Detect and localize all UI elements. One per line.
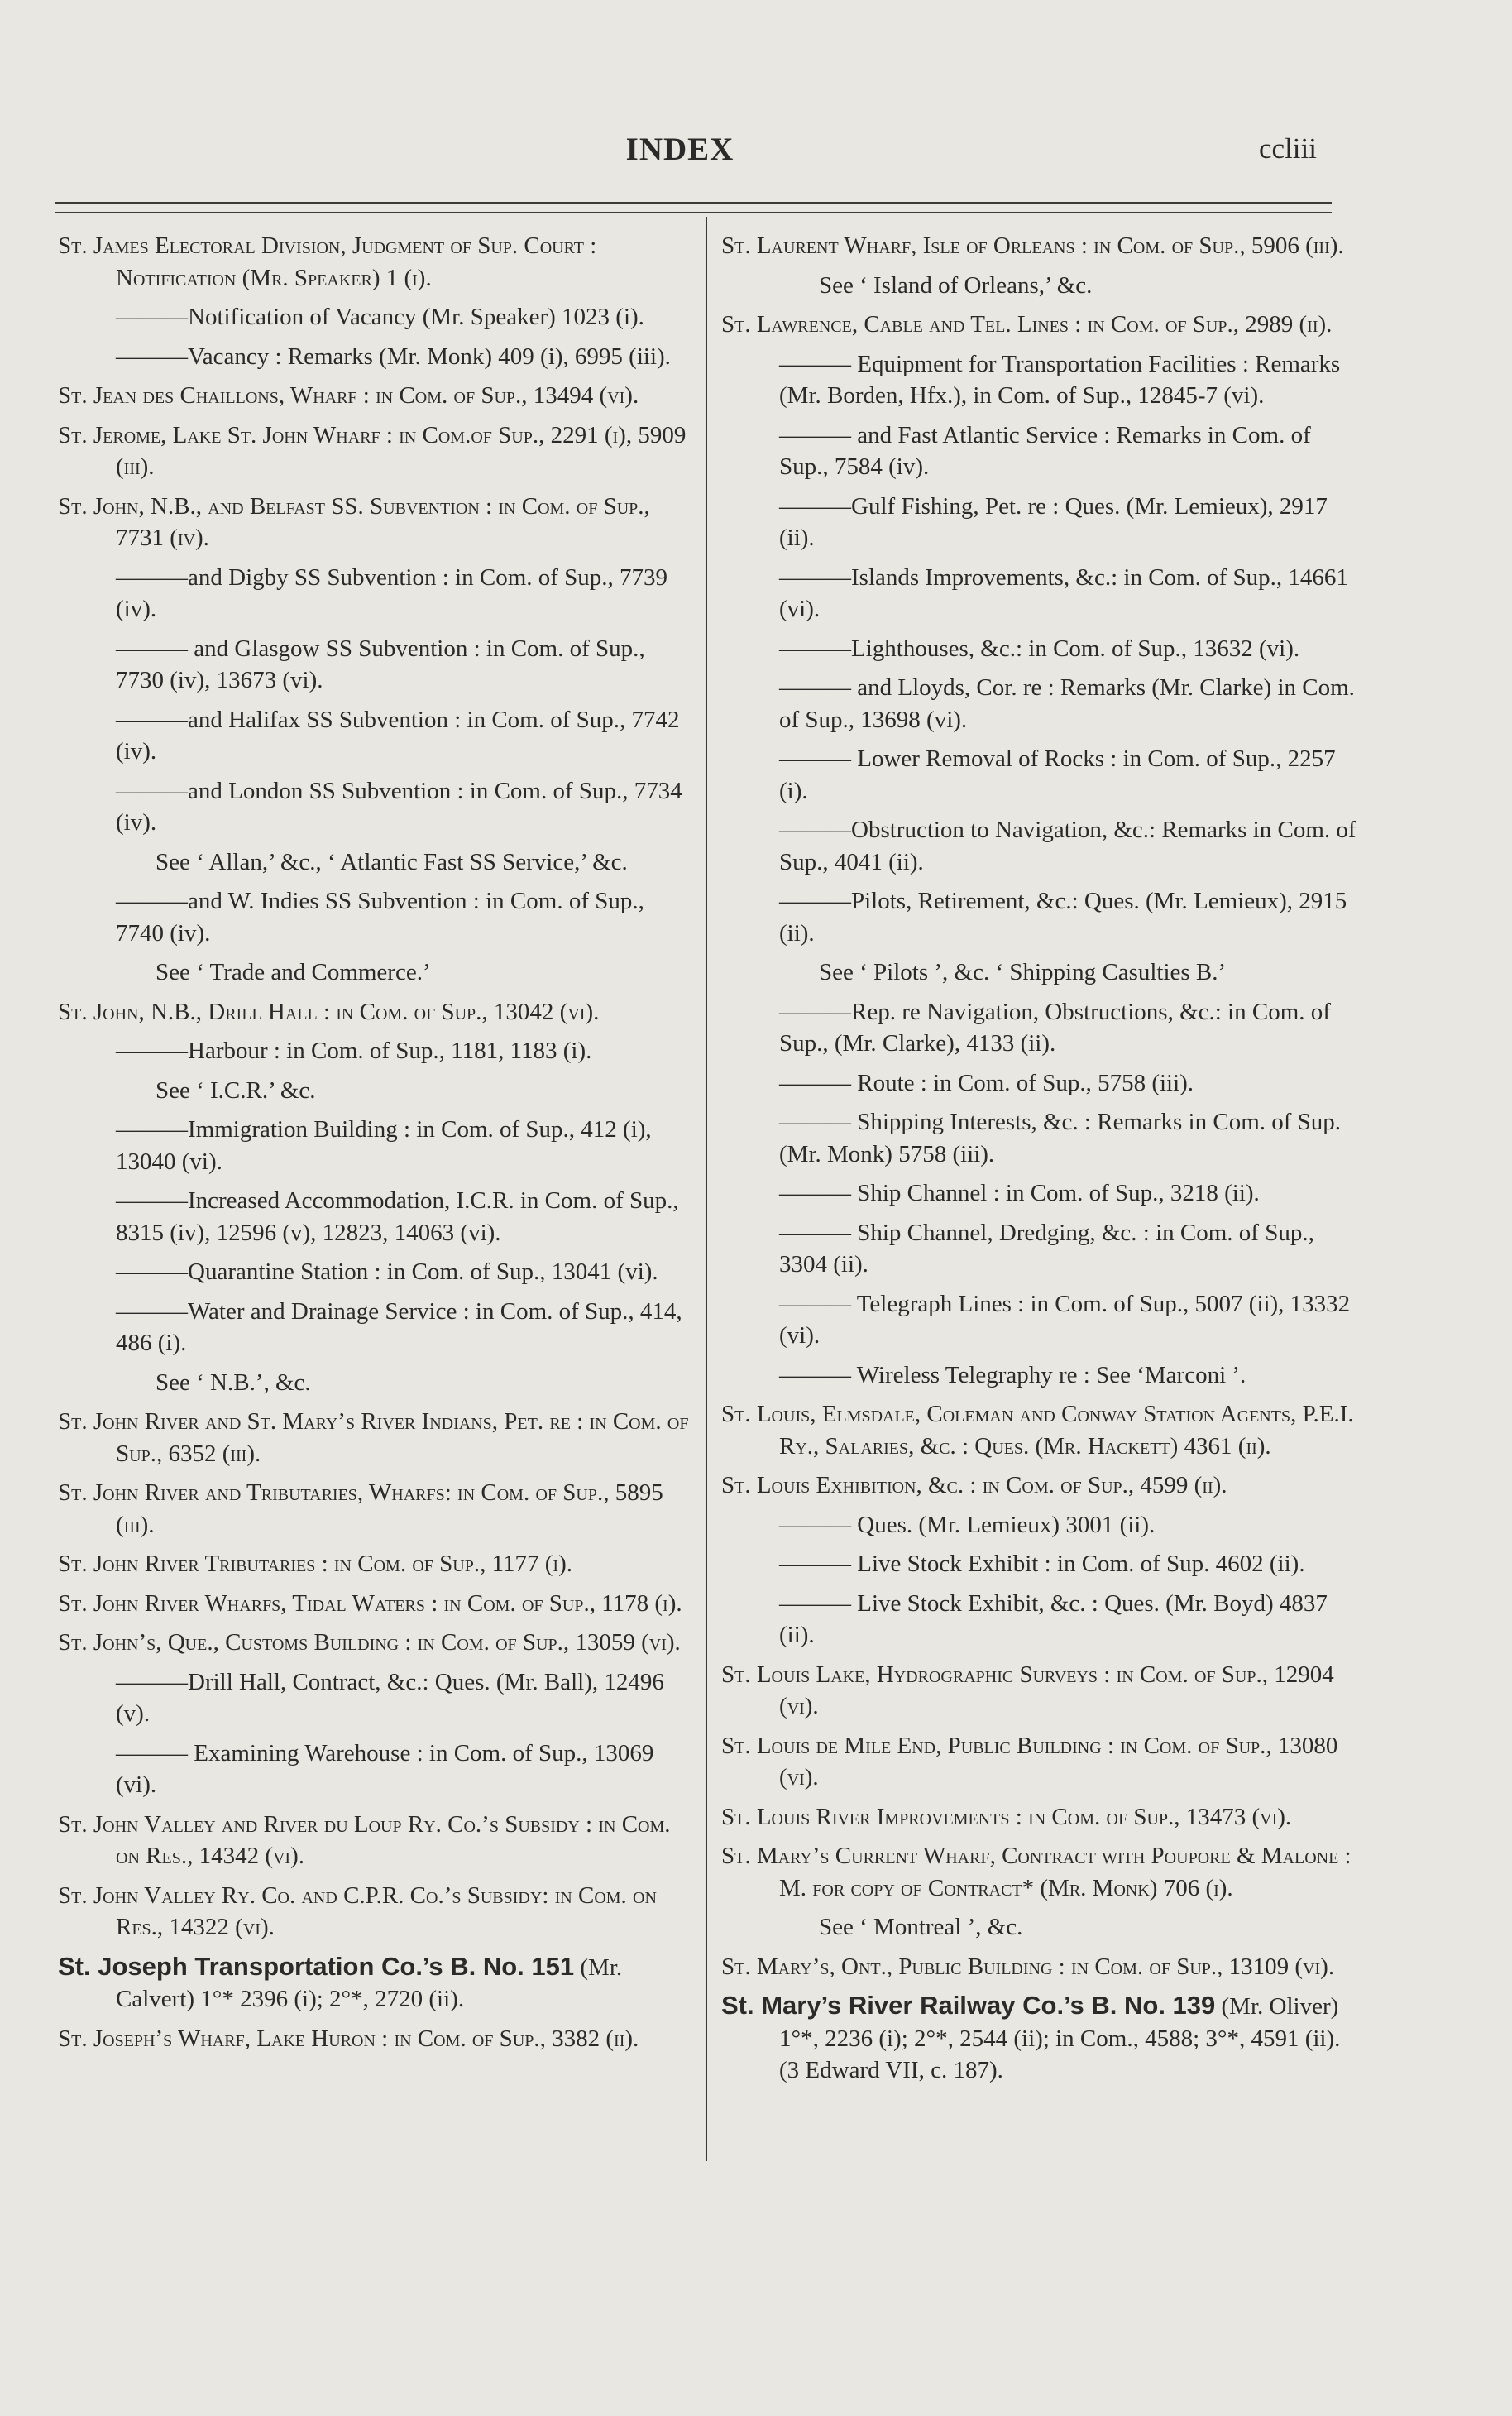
index-subentry: ———Quarantine Station : in Com. of Sup., 13041 (vi). [116, 1258, 658, 1285]
index-subentry: ———Rep. re Navigation, Obstructions, &c.: in Com. of Sup., (Mr. Clarke), 4133 (ii). [779, 998, 1331, 1057]
see-also-reference: See ‘ Allan,’ &c., ‘ Atlantic Fast SS Service,’ &c. [156, 848, 628, 875]
page-number: ccliii [1259, 132, 1317, 165]
index-entry: St. John, N.B., and Belfast SS. Subvention : in Com. of Sup., 7731 (iv). [58, 492, 650, 551]
index-subentry: ——— Ship Channel, Dredging, &c. : in Com. of Sup., 3304 (ii). [779, 1219, 1314, 1278]
index-subentry: ——— and Glasgow SS Subvention : in Com. of Sup., 7730 (iv), 13673 (vi). [116, 635, 645, 693]
index-subentry: ———Vacancy : Remarks (Mr. Monk) 409 (i), 6995 (iii). [116, 343, 671, 370]
index-entry: St. John River Tributaries : in Com. of Sup., 1177 (i). [58, 1551, 572, 1577]
index-subentry: ———Pilots, Retirement, &c.: Ques. (Mr. Lemieux), 2915 (ii). [779, 888, 1347, 947]
index-entry: St. John River Wharfs, Tidal Waters : in Com. of Sup., 1178 (i). [58, 1589, 682, 1617]
index-subentry: ———Lighthouses, &c.: in Com. of Sup., 13632 (vi). [779, 635, 1300, 662]
index-subentry: ——— Ques. (Mr. Lemieux) 3001 (ii). [779, 1511, 1156, 1538]
index-subentry: ——— Lower Removal of Rocks : in Com. of Sup., 2257 (i). [779, 745, 1336, 804]
bill-title: St. Joseph Transportation Co.’s B. No. 151 [58, 1951, 575, 1981]
bill-title: St. Mary’s River Railway Co.’s B. No. 139 [721, 1991, 1216, 2020]
index-entry: St. Louis Exhibition, &c. : in Com. of Sup., 4599 (ii). [721, 1472, 1227, 1498]
index-entry: St. Louis, Elmsdale, Coleman and Conway Station Agents, P.E.I. Ry., Salaries, &c. : Ques. (Mr. Hackett) 4361 (ii). [721, 1401, 1354, 1460]
index-entry: St. John Valley and River du Loup Ry. Co.’s Subsidy : in Com. on Res., 14342 (vi). [58, 1810, 671, 1869]
index-entry: St. Mary’s, Ont., Public Building : in Com. of Sup., 13109 (vi). [721, 1953, 1335, 1980]
index-subentry: ———Drill Hall, Contract, &c.: Ques. (Mr. Ball), 12496 (v). [116, 1668, 664, 1727]
index-entry: St. John River and St. Mary’s River Indians, Pet. re : in Com. of Sup., 6352 (iii). [58, 1408, 689, 1467]
index-subentry: ——— Shipping Interests, &c. : Remarks in Com. of Sup. (Mr. Monk) 5758 (iii). [779, 1109, 1342, 1167]
right-column [721, 230, 1358, 2094]
index-subentry: ——— and Fast Atlantic Service : Remarks in Com. of Sup., 7584 (iv). [779, 421, 1311, 480]
index-subentry: ———Obstruction to Navigation, &c.: Remarks in Com. of Sup., 4041 (ii). [779, 817, 1356, 875]
see-also-reference: See ‘ Montreal ’, &c. [819, 1914, 1023, 1940]
index-entry: St. John Valley Ry. Co. and C.P.R. Co.’s Subsidy: in Com. on Res., 14322 (vi). [58, 1882, 657, 1940]
page-title: INDEX [625, 132, 734, 167]
index-entry: St. John River and Tributaries, Wharfs: in Com. of Sup., 5895 (iii). [58, 1479, 663, 1538]
index-entry: St. Jerome, Lake St. John Wharf : in Com.of Sup., 2291 (i), 5909 (iii). [58, 421, 687, 480]
index-subentry: ———and London SS Subvention : in Com. of Sup., 7734 (iv). [116, 777, 682, 836]
index-subentry: ——— Examining Warehouse : in Com. of Sup., 13069 (vi). [116, 1739, 654, 1798]
index-subentry: ——— Telegraph Lines : in Com. of Sup., 5007 (ii), 13332 (vi). [779, 1290, 1351, 1349]
index-subentry: ——— Live Stock Exhibit : in Com. of Sup. 4602 (ii). [779, 1551, 1305, 1577]
index-subentry: ———Gulf Fishing, Pet. re : Ques. (Mr. Lemieux), 2917 (ii). [779, 492, 1328, 551]
index-subentry: ——— Wireless Telegraphy re : See ‘Marconi ’. [779, 1361, 1246, 1388]
index-entry: St. Louis de Mile End, Public Building : in Com. of Sup., 13080 (vi). [721, 1732, 1338, 1790]
index-entry: St. John, N.B., Drill Hall : in Com. of Sup., 13042 (vi). [58, 998, 600, 1025]
index-entry: St. Laurent Wharf, Isle of Orleans : in Com. of Sup., 5906 (iii). [721, 232, 1344, 259]
see-also-reference: See ‘ Trade and Commerce.’ [156, 959, 431, 985]
index-subentry: ———Increased Accommodation, I.C.R. in Com. of Sup., 8315 (iv), 12596 (v), 12823, 14063 (vi). [116, 1187, 679, 1246]
index-subentry: ———and W. Indies SS Subvention : in Com. of Sup., 7740 (iv). [116, 888, 644, 947]
index-subentry: ———Water and Drainage Service : in Com. of Sup., 414, 486 (i). [116, 1297, 682, 1356]
header-rule-bottom [55, 212, 1332, 213]
index-subentry: ———Immigration Building : in Com. of Sup., 412 (i), 13040 (vi). [116, 1116, 652, 1175]
index-entry: St. James Electoral Division, Judgment of Sup. Court : Notification (Mr. Speaker) 1 (i). [58, 232, 597, 291]
header-rule-top [55, 202, 1332, 204]
index-bill-entry [58, 1951, 695, 2016]
index-subentry: ——— and Lloyds, Cor. re : Remarks (Mr. Clarke) in Com. of Sup., 13698 (vi). [779, 674, 1355, 733]
index-entry: St. John’s, Que., Customs Building : in Com. of Sup., 13059 (vi). [58, 1629, 681, 1656]
see-also-reference: See ‘ N.B.’, &c. [156, 1369, 311, 1396]
index-subentry: ———Notification of Vacancy (Mr. Speaker) 1023 (i). [116, 304, 644, 330]
see-also-reference: See ‘ Pilots ’, &c. ‘ Shipping Casulties B.’ [819, 959, 1227, 985]
index-subentry: ———and Halifax SS Subvention : in Com. of Sup., 7742 (iv). [116, 706, 680, 765]
see-also-reference: See ‘ Island of Orleans,’ &c. [819, 271, 1093, 299]
left-column [58, 230, 695, 2062]
index-bill-entry [721, 1990, 1358, 2087]
index-entry: St. Lawrence, Cable and Tel. Lines : in Com. of Sup., 2989 (ii). [721, 311, 1333, 338]
index-subentry: ——— Ship Channel : in Com. of Sup., 3218 (ii). [779, 1180, 1260, 1206]
index-entry: St. Louis River Improvements : in Com. of Sup., 13473 (vi). [721, 1803, 1292, 1830]
index-entry: St. Louis Lake, Hydrographic Surveys : in Com. of Sup., 12904 (vi). [721, 1661, 1334, 1719]
index-subentry: ———Islands Improvements, &c.: in Com. of Sup., 14661 (vi). [779, 563, 1348, 622]
index-subentry: ——— Route : in Com. of Sup., 5758 (iii). [779, 1069, 1194, 1096]
index-subentry: ——— Equipment for Transportation Facilities : Remarks (Mr. Borden, Hfx.), in Com. of Sup., 12845-7 (vi). [779, 350, 1341, 409]
index-subentry: ——— Live Stock Exhibit, &c. : Ques. (Mr. Boyd) 4837 (ii). [779, 1589, 1328, 1648]
bill-details: (Mr. Calvert) 1°* 2396 (i); 2°*, 2720 (ii). [116, 1953, 623, 2012]
see-also-reference: See ‘ I.C.R.’ &c. [156, 1076, 316, 1104]
index-entry: St. Joseph’s Wharf, Lake Huron : in Com. of Sup., 3382 (ii). [58, 2025, 639, 2052]
index-subentry: ———Harbour : in Com. of Sup., 1181, 1183 (i). [116, 1038, 592, 1064]
column-divider [706, 217, 707, 2161]
index-entry: St. Jean des Chaillons, Wharf : in Com. of Sup., 13494 (vi). [58, 382, 639, 409]
index-subentry: ———and Digby SS Subvention : in Com. of Sup., 7739 (iv). [116, 563, 668, 622]
bill-details: (Mr. Oliver) 1°*, 2236 (i); 2°*, 2544 (ii); in Com., 4588; 3°*, 4591 (ii). (3 Edward VII, c. 187). [779, 1993, 1341, 2083]
index-entry: St. Mary’s Current Wharf, Contract with Poupore & Malone : M. for copy of Contract* (Mr. Monk) 706 (i). [721, 1843, 1352, 1901]
